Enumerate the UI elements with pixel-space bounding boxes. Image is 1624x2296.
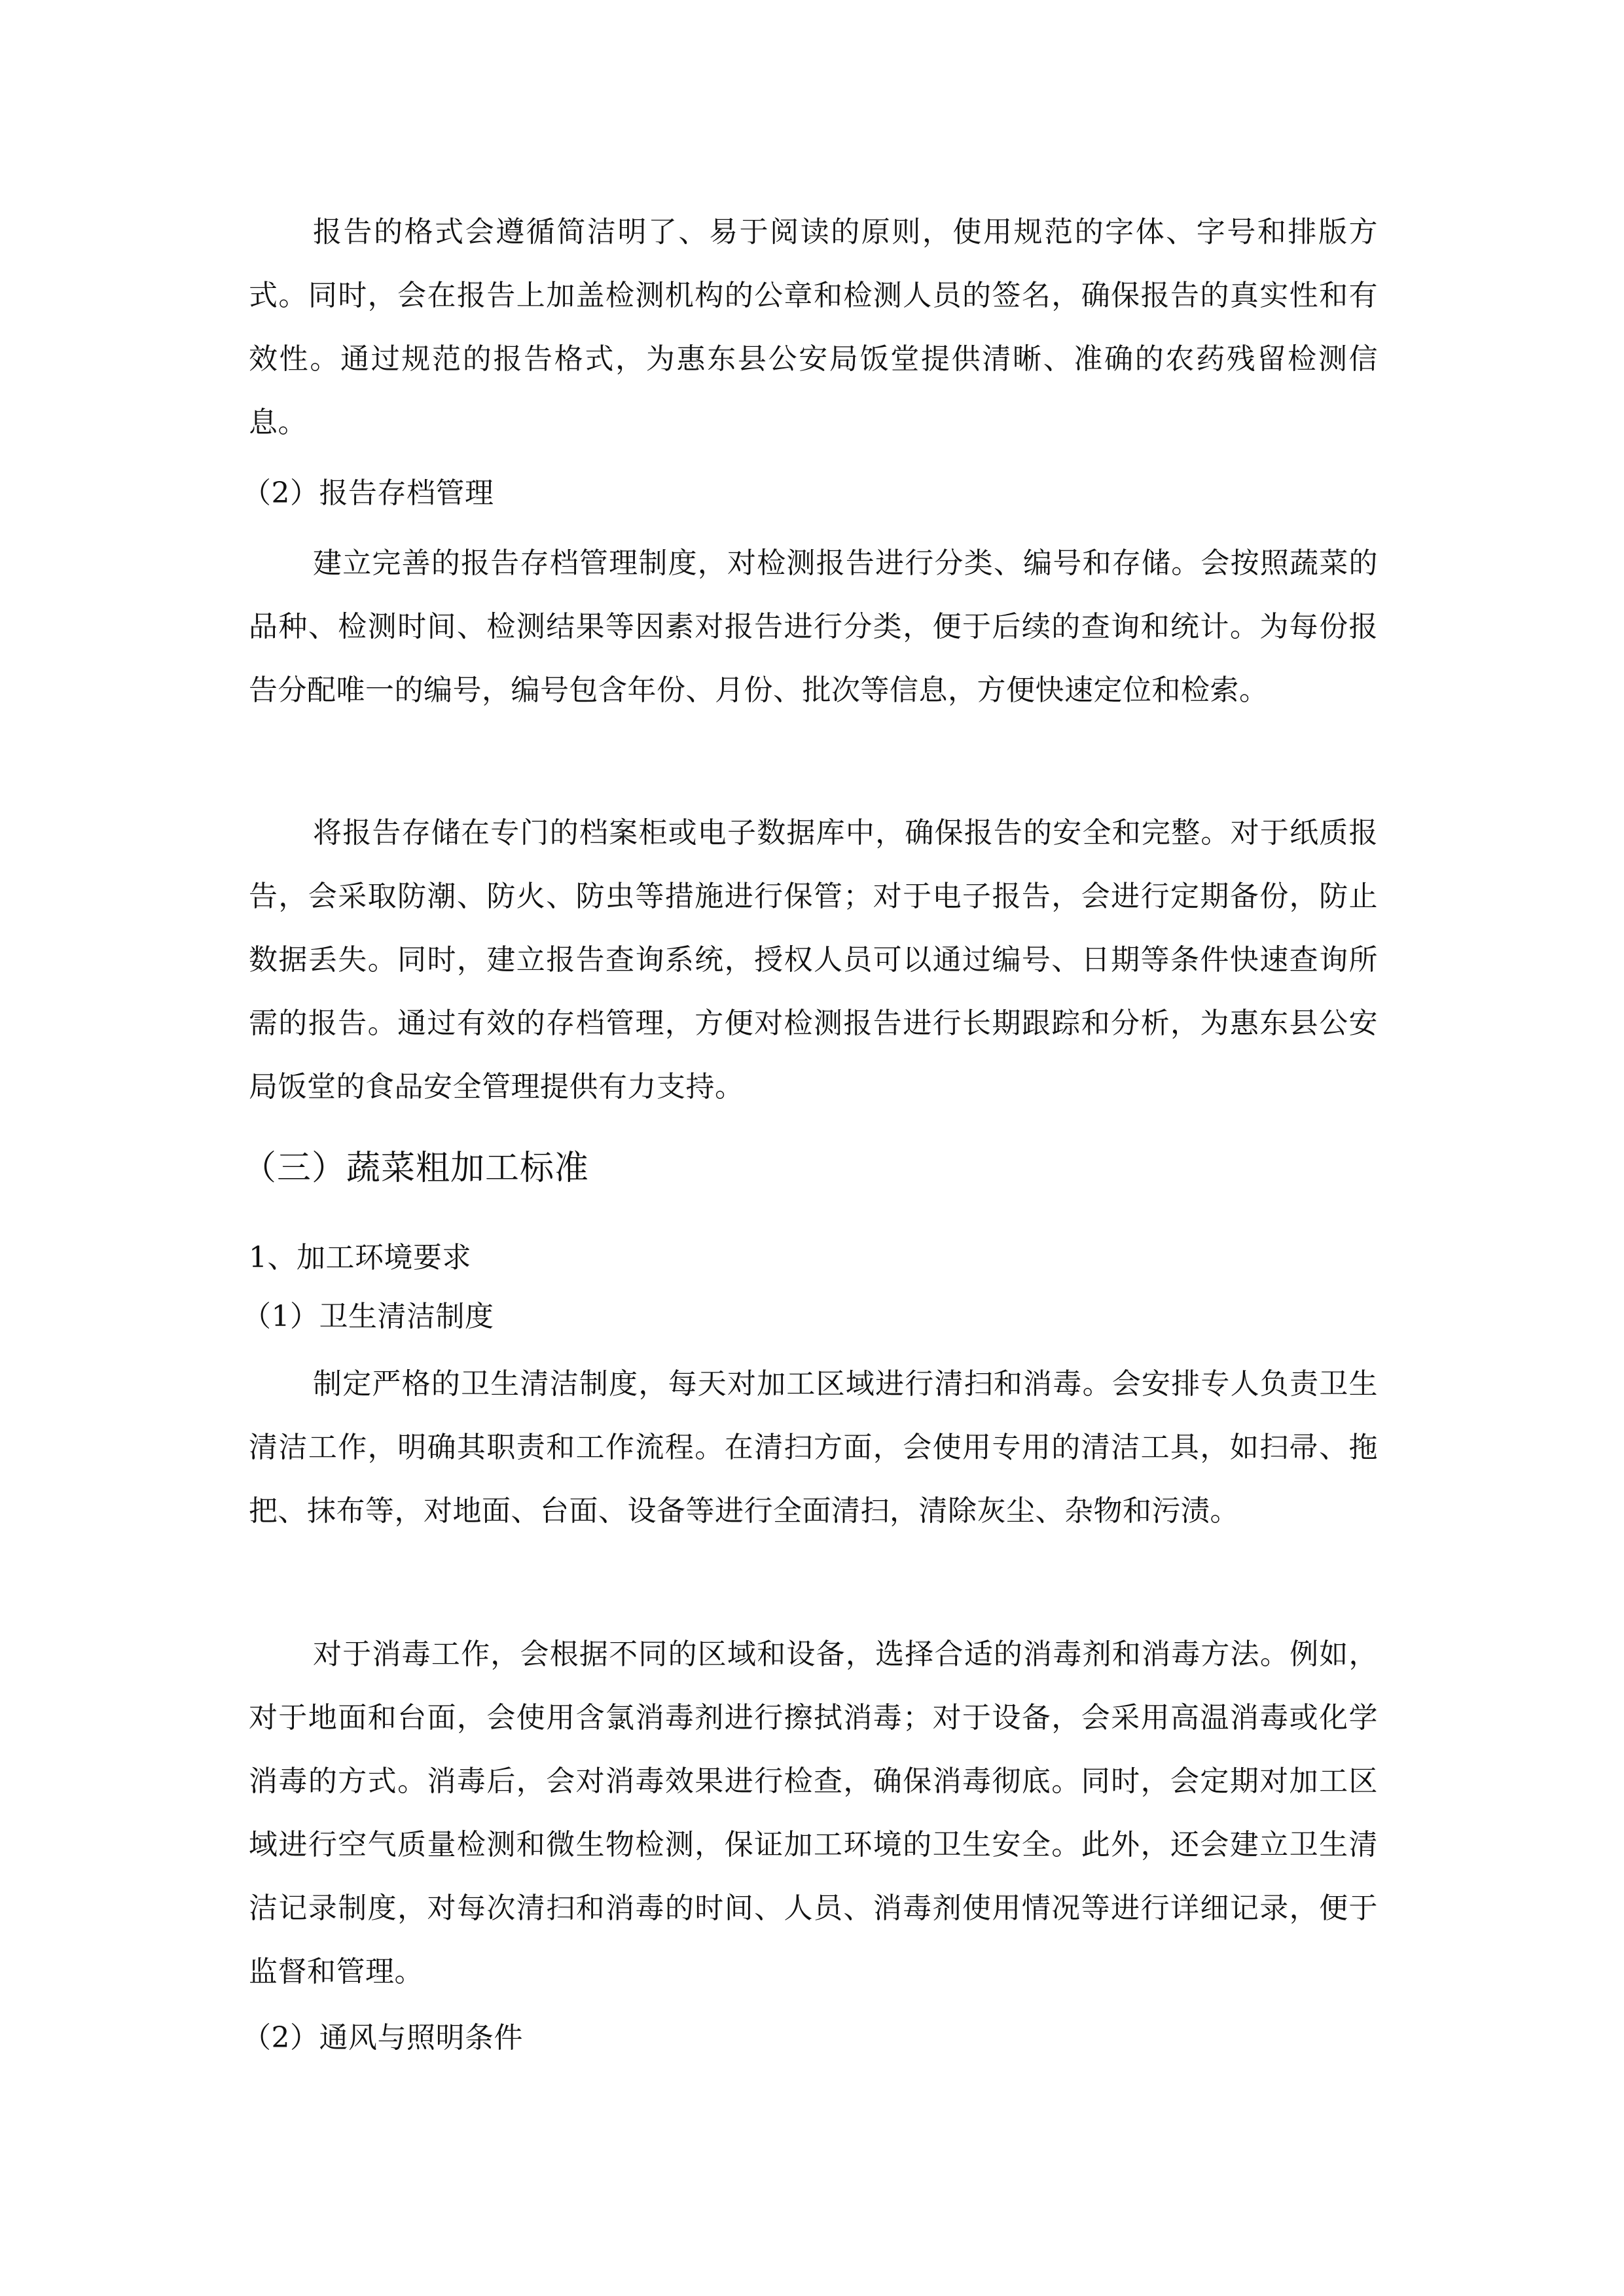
- heading-ventilation-lighting: （2）通风与照明条件: [242, 2021, 523, 2054]
- section-title-vegetable-processing: （三）蔬菜粗加工标准: [242, 1149, 590, 1188]
- paragraph-disinfection: 对于消毒工作，会根据不同的区域和设备，选择合适的消毒剂和消毒方法。例如，对于地面和台面，会使用含氯消毒剂进行擦拭消毒；对于设备，会采用高温消毒或化学消毒的方式。消毒后，会对消毒效果进行检查，确保消毒彻底。同时，会定期对加工区域进行空气质量检测和微生物检测，保证加工环境的卫生安全。此外，还会建立卫生清洁记录制度，对每次清扫和消毒的时间、人员、消毒剂使用情况等进行详细记录，便于监督和管理。: [249, 1638, 1378, 1988]
- heading-processing-environment: 1、加工环境要求: [249, 1241, 471, 1274]
- heading-hygiene-cleaning: （1）卫生清洁制度: [242, 1300, 494, 1333]
- heading-report-archive: （2）报告存档管理: [242, 476, 494, 510]
- paragraph-report-format: 报告的格式会遵循简洁明了、易于阅读的原则，使用规范的字体、字号和排版方式。同时，会在报告上加盖检测机构的公章和检测人员的签名，确保报告的真实性和有效性。通过规范的报告格式，为惠东县公安局饭堂提供清晰、准确的农药残留检测信息。: [249, 215, 1378, 439]
- paragraph-archive-storage: 将报告存储在专门的档案柜或电子数据库中，确保报告的安全和完整。对于纸质报告，会采取防潮、防火、防虫等措施进行保管；对于电子报告，会进行定期备份，防止数据丢失。同时，建立报告查询系统，授权人员可以通过编号、日期等条件快速查询所需的报告。通过有效的存档管理，方便对检测报告进行长期跟踪和分析，为惠东县公安局饭堂的食品安全管理提供有力支持。: [249, 816, 1378, 1103]
- paragraph-archive-system: 建立完善的报告存档管理制度，对检测报告进行分类、编号和存储。会按照蔬菜的品种、检测时间、检测结果等因素对报告进行分类，便于后续的查询和统计。为每份报告分配唯一的编号，编号包含年份、月份、批次等信息，方便快速定位和检索。: [249, 547, 1378, 707]
- paragraph-cleaning-system: 制定严格的卫生清洁制度，每天对加工区域进行清扫和消毒。会安排专人负责卫生清洁工作，明确其职责和工作流程。在清扫方面，会使用专用的清洁工具，如扫帚、拖把、抹布等，对地面、台面、设备等进行全面清扫，清除灰尘、杂物和污渍。: [249, 1367, 1378, 1528]
